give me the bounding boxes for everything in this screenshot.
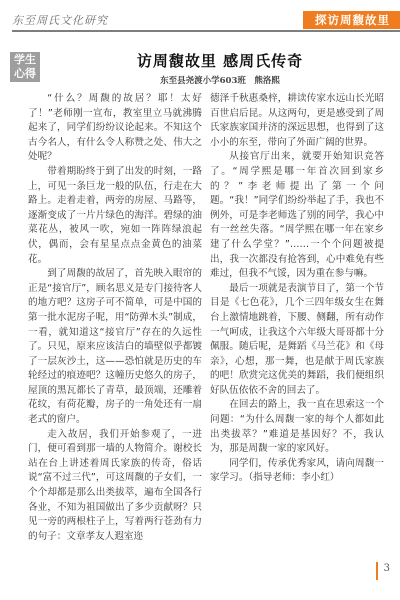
- paragraph: 在回去的路上，我一直在思索这一个问题：“为什么周馥一家的每个人都如此出类拔萃？”难道是基因好？不，我认为，那是周馥一家的家风好。: [210, 399, 384, 455]
- journal-name: 东至周氏文化研究: [12, 14, 108, 27]
- header-rule: [12, 30, 400, 32]
- student-essay-badge: [10, 52, 40, 82]
- article-column-right: [210, 92, 384, 486]
- article-title: 访周馥故里 感周氏传奇: [136, 52, 304, 70]
- badge-line-1: 学生: [14, 53, 36, 66]
- paragraph: 到了周馥的故居了，首先映入眼帘的正是“接官厅”，顾名思义是专门接待客人的地方吧？这房子可不简单，可是中国的第一批水泥房子呢，用“防弹木头”制成，一看，就知道这“接官厅”存在的久远性了。只见，原来应该洁白的墙壁似乎都镀了一层灰沙土，这——恐怕就是历史的车轮经过的痕迹吧？这幢历史悠久的房子，屋顶的黑瓦都长了青草，最顶端，还雕着花纹，有荷花瓣，房子的一角处还有一扇老式的窗户。: [28, 268, 202, 426]
- page-marker: [376, 562, 378, 580]
- paragraph: 带着期盼终于到了出发的时刻，一路上，可见一条巨龙一般的队伍，行走在大路上。走着走着，两旁的房屋、马路等，逐渐变成了一片片绿色的海洋。碧绿的油菜花丛，被风一吹，宛如一阵阵绿浪起伏，偶而，会有星星点点金黄色的油菜花。: [28, 165, 202, 265]
- paragraph: 从接官厅出来，就要开始知识竞答了。“周学熙是哪一年首次回到家乡的？”李老师提出了第一个问题。“我！”同学们纷纷举起了手，我也不例外，可是李老师选了别的同学，我心中有一丝丝失落。“周学熙在哪一年在家乡建了什么学堂？”……一个个问题被提出，我一次都没有抢答到，心中难免有些难过，但我不气馁，因为重在参与嘛。: [210, 151, 384, 280]
- page-number: 3: [383, 563, 390, 574]
- article-byline: 东至县尧渡小学603班 熊洛熙: [160, 76, 280, 86]
- section-tag: 探访周馥故里: [303, 11, 400, 29]
- paragraph: 走入故居，我们开始参观了，一进门，便可看到那一墙的人物简介。谢校长站在台上讲述着周氏家族的传奇，俗话说“富不过三代”，可这周馥的子女们，一个个却都是那么出类拔萃，遍布全国各行各业，不知为祖国做出了多少贡献呀？只见一旁的两根柱子上，写着两行苍劲有力的句子：文章孝友人遐室迩: [28, 428, 202, 542]
- page-header: [0, 0, 400, 38]
- article-column-left: [28, 92, 202, 544]
- paragraph: “什么？周馥的故居？耶！太好了！”老师刚一宣布，教室里立马就沸腾起来了，同学们纷纷议论起来。不知这个古今名人，有什么令人称赞之处、伟大之处呢？: [28, 93, 202, 163]
- paragraph: 同学们，传承优秀家风，请向周馥一家学习。（指导老师：李小红）: [210, 457, 384, 484]
- badge-line-2: 心得: [14, 67, 36, 80]
- paragraph: 德泽千秋惠桑梓，耕读传家水远山长光昭百世启后昆。从这两句，更是感受到了周氏家族家国并济的深远思想，也得到了这小小的东至，带向了外面广阔的世界。: [210, 93, 384, 148]
- paragraph: 最后一项就是表演节目了，第一个节目是《七色花》，几个三四年级女生在舞台上激情地跳着，下腰、侧翻，所有动作一气呵成，让我这个六年级大哥哥都十分佩服。随后呢，是舞蹈《马兰花》和《母亲》，心想，那一舞，也是献于周氏家族的吧！欣赏完这优美的舞蹈，我们便组织好队伍依依不舍的回去了。: [210, 282, 384, 396]
